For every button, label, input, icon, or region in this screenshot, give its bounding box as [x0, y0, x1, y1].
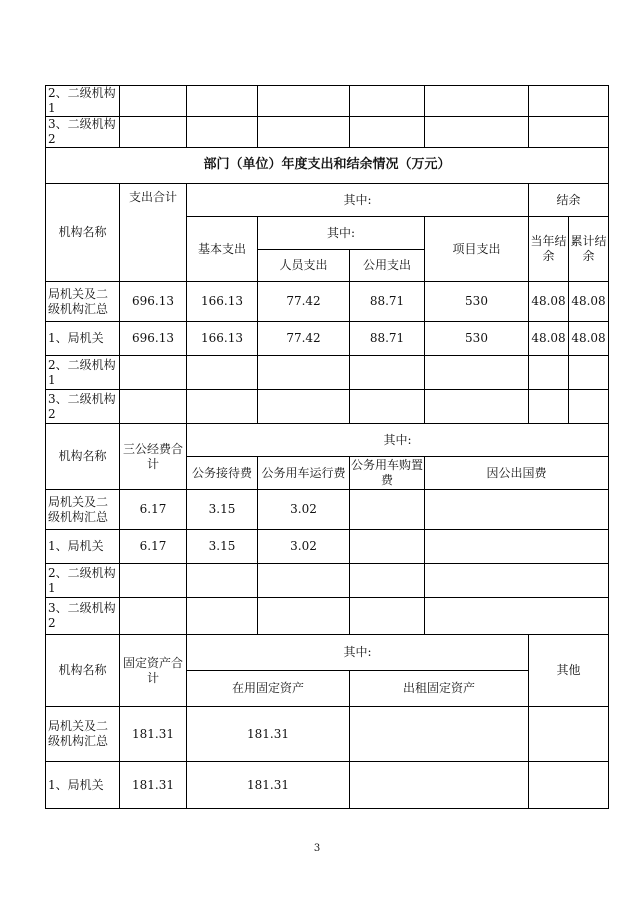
cumulative-surplus-cell: 48.08	[569, 322, 609, 356]
empty-cell	[258, 117, 350, 148]
vehicle-running-cell	[258, 598, 350, 635]
org-name-cell: 2、二级机构 1	[46, 564, 120, 598]
header-vehicle-purchase: 公务用车购置费	[350, 457, 425, 490]
org-name-cell: 3、二级机构 2	[46, 390, 120, 424]
project-cell: 530	[425, 282, 529, 322]
header-of-which: 其中:	[187, 184, 529, 217]
header-row	[46, 184, 609, 217]
vehicle-purchase-cell	[350, 490, 425, 530]
org-name-cell: 局机关及二级机构汇总	[46, 707, 120, 762]
header-org-name: 机构名称	[46, 635, 120, 707]
vehicle-running-cell	[258, 564, 350, 598]
table-row	[46, 356, 609, 390]
leased-cell	[350, 707, 529, 762]
reception-cell: 3.15	[187, 490, 258, 530]
header-surplus: 结余	[529, 184, 609, 217]
total-cell	[120, 356, 187, 390]
empty-cell	[529, 86, 609, 117]
abroad-cell	[425, 564, 609, 598]
project-cell	[425, 356, 529, 390]
total-cell: 6.17	[120, 490, 187, 530]
header-total: 支出合计	[120, 184, 187, 282]
table-row	[46, 86, 609, 117]
header-abroad: 因公出国费	[425, 457, 609, 490]
current-surplus-cell	[529, 390, 569, 424]
leased-cell	[350, 762, 529, 809]
total-cell	[120, 390, 187, 424]
header-org-name: 机构名称	[46, 184, 120, 282]
basic-cell: 166.13	[187, 322, 258, 356]
public-cell	[350, 356, 425, 390]
other-cell	[529, 762, 609, 809]
total-cell	[120, 598, 187, 635]
table-row	[46, 322, 609, 356]
empty-cell	[350, 117, 425, 148]
table-row	[46, 530, 609, 564]
header-fixed-assets-total: 固定资产合计	[120, 635, 187, 707]
basic-cell	[187, 356, 258, 390]
public-cell: 88.71	[350, 322, 425, 356]
other-cell	[529, 707, 609, 762]
header-current-year: 当年结余	[529, 217, 569, 282]
header-public: 公用支出	[350, 250, 425, 282]
cumulative-surplus-cell	[569, 356, 609, 390]
table-row	[46, 707, 609, 762]
empty-cell	[120, 117, 187, 148]
public-cell	[350, 390, 425, 424]
current-surplus-cell: 48.08	[529, 322, 569, 356]
org-name-cell: 局机关及二级机构汇总	[46, 282, 120, 322]
empty-cell	[425, 86, 529, 117]
empty-cell	[187, 117, 258, 148]
header-project: 项目支出	[425, 217, 529, 282]
header-of-which-inner: 其中:	[258, 217, 425, 250]
cumulative-surplus-cell	[569, 390, 609, 424]
basic-cell	[187, 390, 258, 424]
total-cell: 181.31	[120, 762, 187, 809]
report-table	[45, 85, 609, 809]
header-cumulative: 累计结余	[569, 217, 609, 282]
header-row	[46, 424, 609, 457]
table-row	[46, 282, 609, 322]
empty-cell	[258, 86, 350, 117]
project-cell	[425, 390, 529, 424]
empty-cell	[529, 117, 609, 148]
current-surplus-cell: 48.08	[529, 282, 569, 322]
in-use-cell: 181.31	[187, 762, 350, 809]
org-name-cell: 局机关及二级机构汇总	[46, 490, 120, 530]
vehicle-purchase-cell	[350, 598, 425, 635]
header-personnel: 人员支出	[258, 250, 350, 282]
table-row	[46, 564, 609, 598]
header-reception: 公务接待费	[187, 457, 258, 490]
vehicle-purchase-cell	[350, 530, 425, 564]
vehicle-purchase-cell	[350, 564, 425, 598]
project-cell: 530	[425, 322, 529, 356]
empty-cell	[120, 86, 187, 117]
reception-cell	[187, 564, 258, 598]
current-surplus-cell	[529, 356, 569, 390]
org-name-cell: 1、局机关	[46, 762, 120, 809]
vehicle-running-cell: 3.02	[258, 490, 350, 530]
table-row	[46, 762, 609, 809]
table-row	[46, 490, 609, 530]
section-title: 部门（单位）年度支出和结余情况（万元）	[46, 148, 609, 184]
org-name-cell: 2、二级机构 1	[46, 86, 120, 117]
vehicle-running-cell: 3.02	[258, 530, 350, 564]
personnel-cell	[258, 390, 350, 424]
section-title-row	[46, 148, 609, 184]
header-of-which: 其中:	[187, 424, 609, 457]
table-row	[46, 598, 609, 635]
org-name-cell: 3、二级机构 2	[46, 117, 120, 148]
in-use-cell: 181.31	[187, 707, 350, 762]
cumulative-surplus-cell: 48.08	[569, 282, 609, 322]
empty-cell	[350, 86, 425, 117]
org-name-cell: 3、二级机构 2	[46, 598, 120, 635]
header-of-which: 其中:	[187, 635, 529, 671]
total-cell: 181.31	[120, 707, 187, 762]
reception-cell	[187, 598, 258, 635]
page-number: 3	[313, 843, 321, 854]
header-org-name: 机构名称	[46, 424, 120, 490]
header-leased: 出租固定资产	[350, 671, 529, 707]
reception-cell: 3.15	[187, 530, 258, 564]
abroad-cell	[425, 490, 609, 530]
total-cell: 6.17	[120, 530, 187, 564]
public-cell: 88.71	[350, 282, 425, 322]
empty-cell	[425, 117, 529, 148]
total-cell: 696.13	[120, 322, 187, 356]
personnel-cell	[258, 356, 350, 390]
abroad-cell	[425, 598, 609, 635]
header-other: 其他	[529, 635, 609, 707]
header-basic: 基本支出	[187, 217, 258, 282]
org-name-cell: 1、局机关	[46, 530, 120, 564]
table-row	[46, 117, 609, 148]
org-name-cell: 2、二级机构 1	[46, 356, 120, 390]
total-cell: 696.13	[120, 282, 187, 322]
header-three-public-total: 三公经费合计	[120, 424, 187, 490]
header-row	[46, 635, 609, 671]
header-in-use: 在用固定资产	[187, 671, 350, 707]
total-cell	[120, 564, 187, 598]
personnel-cell: 77.42	[258, 322, 350, 356]
personnel-cell: 77.42	[258, 282, 350, 322]
basic-cell: 166.13	[187, 282, 258, 322]
empty-cell	[187, 86, 258, 117]
abroad-cell	[425, 530, 609, 564]
org-name-cell: 1、局机关	[46, 322, 120, 356]
header-vehicle-running: 公务用车运行费	[258, 457, 350, 490]
table-row	[46, 390, 609, 424]
